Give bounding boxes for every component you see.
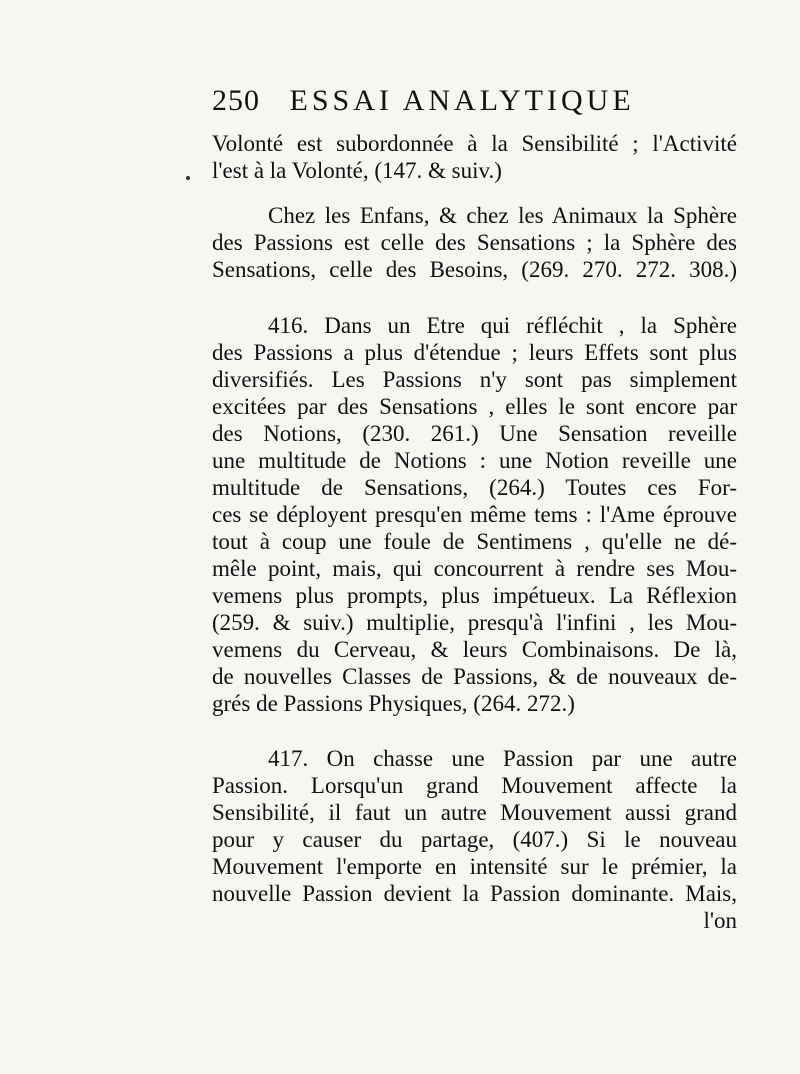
text-line: de nouvelles Classes de Passions, & de nouveaux de- bbox=[212, 664, 737, 689]
text-line: des Passions a plus d'étendue ; leurs Effets sont plus bbox=[212, 340, 737, 365]
paragraph-continuation bbox=[212, 130, 737, 184]
text-line: des Passions est celle des Sensations ; la Sphère des bbox=[212, 230, 737, 255]
text-line: 416. Dans un Etre qui réfléchit , la Sphère bbox=[268, 313, 737, 338]
text-line: multitude de Sensations, (264.) Toutes ces For- bbox=[212, 475, 737, 500]
page-number: 250 bbox=[212, 84, 260, 117]
text-line: grés de Passions Physiques, (264. 272.) bbox=[212, 691, 575, 716]
text-line: 417. On chasse une Passion par une autre bbox=[268, 746, 737, 771]
text-line: une multitude de Notions : une Notion reveille une bbox=[212, 448, 737, 473]
text-line: pour y causer du partage, (407.) Si le nouveau bbox=[212, 827, 737, 852]
catchword: l'on bbox=[703, 908, 737, 933]
text-line: Passion. Lorsqu'un grand Mouvement affecte la bbox=[212, 773, 737, 798]
text-line: (259. & suiv.) multiplie, presqu'à l'infini , les Mou- bbox=[212, 610, 737, 635]
text-line: nouvelle Passion devient la Passion dominante. Mais, bbox=[212, 881, 737, 906]
text-line: vemens plus prompts, plus impétueux. La Réflexion bbox=[212, 583, 737, 608]
running-title: ESSAI ANALYTIQUE bbox=[289, 84, 635, 117]
paragraph-417 bbox=[212, 745, 737, 934]
text-line: des Notions, (230. 261.) Une Sensation reveille bbox=[212, 421, 737, 446]
text-line: Chez les Enfans, & chez les Animaux la Sphère bbox=[268, 203, 737, 228]
paragraph-children-animals bbox=[212, 202, 737, 283]
text-line: Volonté est subordonnée à la Sensibilité ; l'Activité bbox=[212, 131, 737, 156]
text-line: ces se déployent presqu'en même tems : l'Ame éprouve bbox=[212, 502, 737, 527]
ink-speck bbox=[186, 176, 190, 180]
text-line: Sensibilité, il faut un autre Mouvement aussi grand bbox=[212, 800, 737, 825]
text-line: Sensations, celle des Besoins, (269. 270. 272. 308.) bbox=[212, 257, 737, 282]
text-line: diversifiés. Les Passions n'y sont pas simplement bbox=[212, 367, 737, 392]
paragraph-416 bbox=[212, 312, 737, 717]
text-line: mêle point, mais, qui concourrent à rendre ses Mou- bbox=[212, 556, 737, 581]
text-line: vemens du Cerveau, & leurs Combinaisons. De là, bbox=[212, 637, 737, 662]
text-line: l'est à la Volonté, (147. & suiv.) bbox=[212, 158, 502, 183]
running-header bbox=[212, 84, 712, 118]
text-line: tout à coup une foule de Sentimens , qu'elle ne dé- bbox=[212, 529, 737, 554]
text-line: excitées par des Sensations , elles le sont encore par bbox=[212, 394, 737, 419]
text-line: Mouvement l'emporte en intensité sur le prémier, la bbox=[212, 854, 737, 879]
